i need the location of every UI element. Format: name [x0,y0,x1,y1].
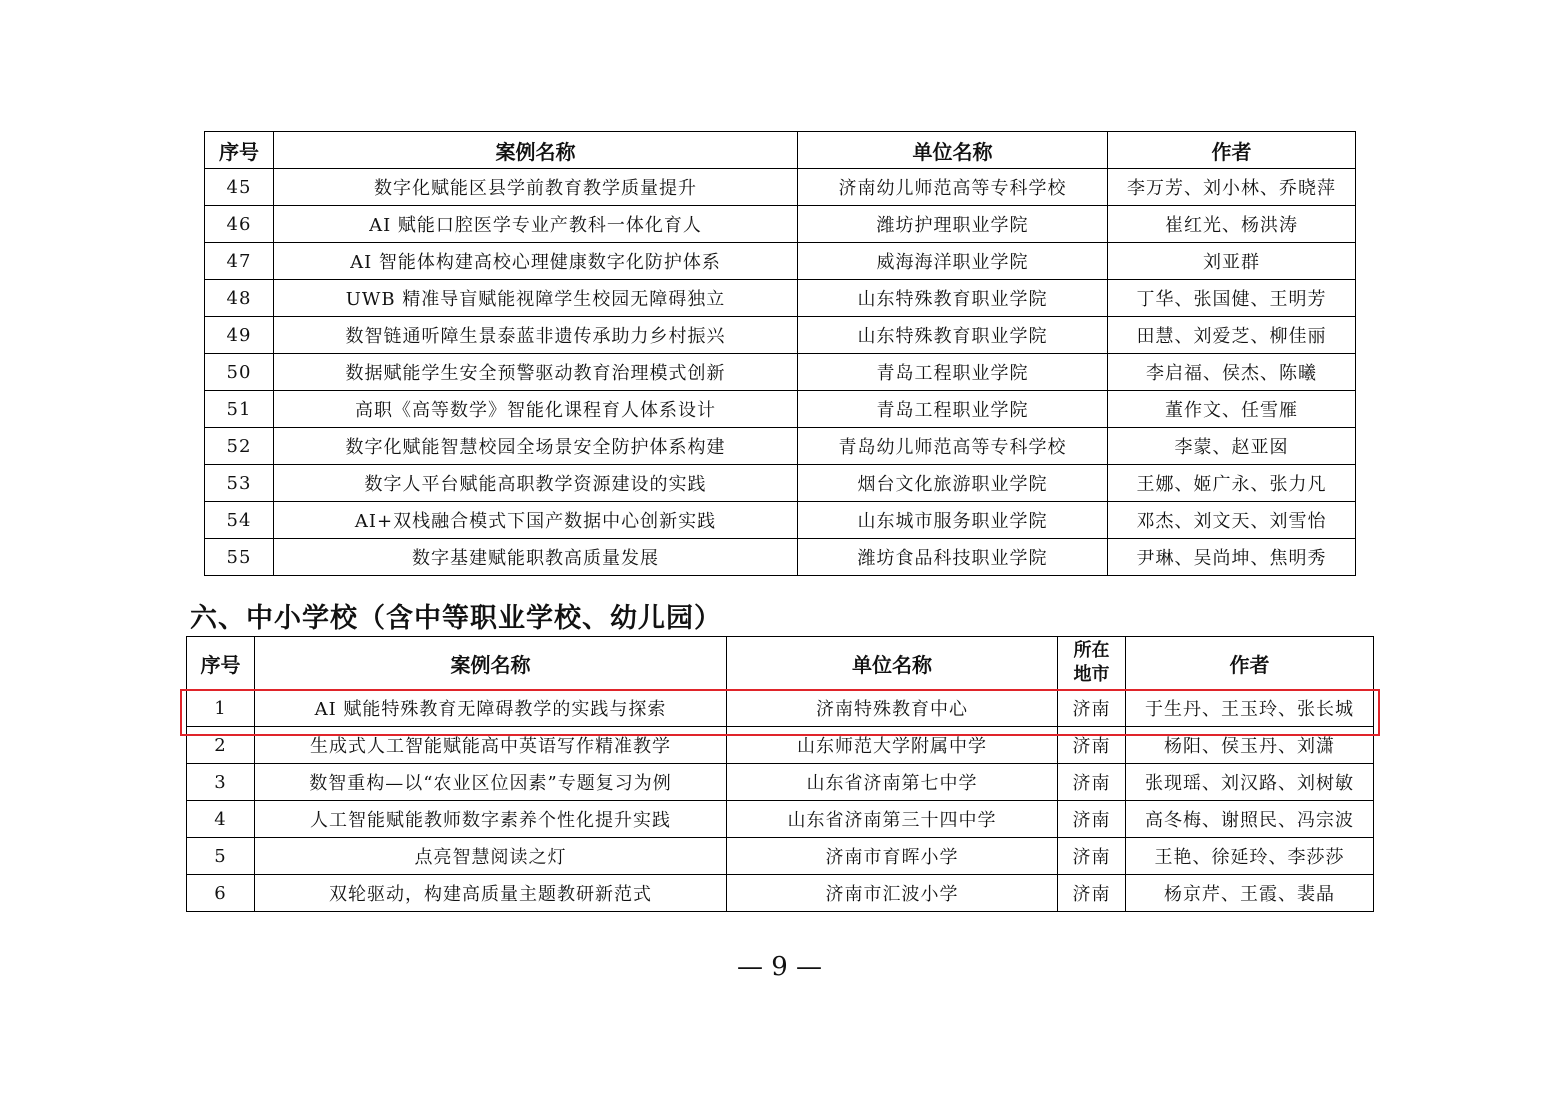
cell-authors: 王娜、姬广永、张力凡 [1108,465,1356,502]
cell-city: 济南 [1058,801,1126,838]
cell-case-name: AI+双栈融合模式下国产数据中心创新实践 [274,502,798,539]
cell-index: 2 [187,727,255,764]
cell-authors: 李蒙、赵亚囡 [1108,428,1356,465]
cell-organization: 济南市汇波小学 [727,875,1058,912]
table-row [205,391,1356,428]
cell-authors: 田慧、刘爱芝、柳佳丽 [1108,317,1356,354]
cell-authors: 丁华、张国健、王明芳 [1108,280,1356,317]
cell-case-name: 数字基建赋能职教高质量发展 [274,539,798,576]
cell-organization: 青岛幼儿师范高等专科学校 [798,428,1108,465]
cell-case-name: 双轮驱动，构建高质量主题教研新范式 [255,875,727,912]
header-index: 序号 [187,637,255,690]
cell-authors: 杨阳、侯玉丹、刘潇 [1126,727,1374,764]
cell-authors: 崔红光、杨洪涛 [1108,206,1356,243]
table-row [205,169,1356,206]
header-city-line2: 地市 [1073,664,1110,685]
table-row [187,801,1374,838]
table-row [187,875,1374,912]
cell-organization: 济南特殊教育中心 [727,690,1058,727]
table-row [205,502,1356,539]
cell-organization: 济南市育晖小学 [727,838,1058,875]
header-city [1058,637,1126,690]
header-case-name: 案例名称 [274,132,798,169]
cell-case-name: 数据赋能学生安全预警驱动教育治理模式创新 [274,354,798,391]
cell-index: 4 [187,801,255,838]
cell-case-name: 数字化赋能区县学前教育教学质量提升 [274,169,798,206]
cell-index: 46 [205,206,274,243]
cell-index: 53 [205,465,274,502]
cell-organization: 山东特殊教育职业学院 [798,280,1108,317]
cell-index: 6 [187,875,255,912]
cell-case-name: AI 智能体构建高校心理健康数字化防护体系 [274,243,798,280]
table-body [187,690,1374,912]
table-row [187,764,1374,801]
cell-authors: 李启福、侯杰、陈曦 [1108,354,1356,391]
cell-case-name: 点亮智慧阅读之灯 [255,838,727,875]
table-header-row [187,637,1374,690]
cell-case-name: 数字化赋能智慧校园全场景安全防护体系构建 [274,428,798,465]
cell-organization: 青岛工程职业学院 [798,391,1108,428]
cell-index: 47 [205,243,274,280]
header-organization: 单位名称 [727,637,1058,690]
table-header-row [205,132,1356,169]
header-authors: 作者 [1126,637,1374,690]
cell-organization: 青岛工程职业学院 [798,354,1108,391]
cell-organization: 潍坊护理职业学院 [798,206,1108,243]
table-row [205,539,1356,576]
cell-authors: 李万芳、刘小林、乔晓萍 [1108,169,1356,206]
cell-organization: 山东省济南第七中学 [727,764,1058,801]
cell-authors: 杨京芹、王霞、裴晶 [1126,875,1374,912]
cell-index: 3 [187,764,255,801]
cell-authors: 于生丹、王玉玲、张长城 [1126,690,1374,727]
cell-case-name: 生成式人工智能赋能高中英语写作精准教学 [255,727,727,764]
cell-index: 54 [205,502,274,539]
cell-organization: 烟台文化旅游职业学院 [798,465,1108,502]
cell-index: 50 [205,354,274,391]
cell-organization: 山东省济南第三十四中学 [727,801,1058,838]
cell-city: 济南 [1058,875,1126,912]
cell-index: 48 [205,280,274,317]
cell-authors: 尹琳、吴尚坤、焦明秀 [1108,539,1356,576]
cell-authors: 王艳、徐延玲、李莎莎 [1126,838,1374,875]
table-body [205,169,1356,576]
table-row [187,727,1374,764]
cell-authors: 高冬梅、谢照民、冯宗波 [1126,801,1374,838]
header-organization: 单位名称 [798,132,1108,169]
cell-authors: 刘亚群 [1108,243,1356,280]
header-city-line1: 所在 [1073,640,1110,661]
cell-index: 55 [205,539,274,576]
cell-city: 济南 [1058,690,1126,727]
cell-case-name: 数字人平台赋能高职教学资源建设的实践 [274,465,798,502]
table-row [187,838,1374,875]
cell-case-name: 数智重构—以“农业区位因素”专题复习为例 [255,764,727,801]
table-row [205,243,1356,280]
cell-authors: 董作文、任雪雁 [1108,391,1356,428]
cell-organization: 山东城市服务职业学院 [798,502,1108,539]
cell-organization: 济南幼儿师范高等专科学校 [798,169,1108,206]
cell-index: 5 [187,838,255,875]
cell-city: 济南 [1058,727,1126,764]
header-case-name: 案例名称 [255,637,727,690]
cell-city: 济南 [1058,764,1126,801]
cell-case-name: 数智链通听障生景泰蓝非遗传承助力乡村振兴 [274,317,798,354]
cell-index: 49 [205,317,274,354]
header-authors: 作者 [1108,132,1356,169]
table-row [205,280,1356,317]
cell-organization: 山东特殊教育职业学院 [798,317,1108,354]
table-row [205,428,1356,465]
cell-authors: 邓杰、刘文天、刘雪怡 [1108,502,1356,539]
table-row [205,206,1356,243]
header-index: 序号 [205,132,274,169]
cell-city: 济南 [1058,838,1126,875]
cell-case-name: 人工智能赋能教师数字素养个性化提升实践 [255,801,727,838]
table-row [205,465,1356,502]
table-primary-secondary [186,636,1374,912]
cell-case-name: AI 赋能特殊教育无障碍教学的实践与探索 [255,690,727,727]
cell-organization: 山东师范大学附属中学 [727,727,1058,764]
cell-index: 1 [187,690,255,727]
cell-case-name: 高职《高等数学》智能化课程育人体系设计 [274,391,798,428]
cell-organization: 潍坊食品科技职业学院 [798,539,1108,576]
cell-organization: 威海海洋职业学院 [798,243,1108,280]
table-row [205,317,1356,354]
table-higher-vocational [204,131,1356,576]
cell-authors: 张现瑶、刘汉路、刘树敏 [1126,764,1374,801]
cell-index: 51 [205,391,274,428]
page-number: — 9 — [736,952,823,982]
cell-index: 45 [205,169,274,206]
section-heading: 六、中小学校（含中等职业学校、幼儿园） [190,603,722,634]
table-row [187,690,1374,727]
cell-index: 52 [205,428,274,465]
table-row [205,354,1356,391]
cell-case-name: AI 赋能口腔医学专业产教科一体化育人 [274,206,798,243]
cell-case-name: UWB 精准导盲赋能视障学生校园无障碍独立 [274,280,798,317]
